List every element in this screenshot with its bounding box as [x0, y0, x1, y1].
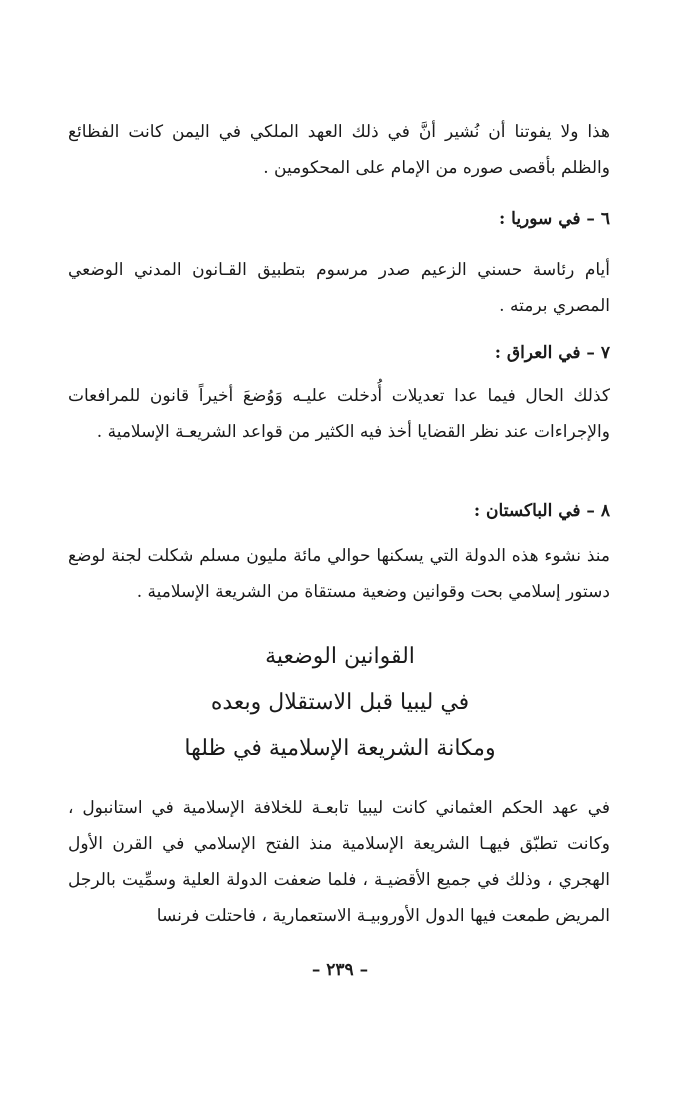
page-number: – ٢٣٩ – — [311, 960, 369, 980]
libya-paragraph: في عهد الحكم العثماني كانت ليبيا تابعـة للخلافة الإسلامية في استانبول ، وكانت تطبّق فيهـا الشريعة الإسلامية منذ الفتح الإسلامي في القرن الأول الهجري ، وذلك في جميع الأقضيـة ، فلما ضعفت الدولة العلية وسمِّيت بالرجل المريض طمعت فيها الدول الأوروبيـة الاستعمارية ، فاحتلت فرنسا — [68, 798, 610, 926]
intro-paragraph: هذا ولا يفوتنا أن نُشير أنَّ في ذلك العهد الملكي في اليمن كانت الفظائع والظلم بأقصى صوره من الإمام على المحكومين . — [68, 122, 610, 178]
section-heading-iraq: ٧ – في العراق : — [494, 343, 610, 363]
section-heading-syria: ٦ – في سوريا : — [498, 209, 610, 229]
syria-paragraph: أيام رئاسة حسني الزعيم صدر مرسوم بتطبيق القـانون المدني الوضعي المصري برمته . — [68, 260, 610, 316]
section-heading-pakistan: ٨ – في الباكستان : — [473, 501, 610, 521]
chapter-title-line-3: ومكانة الشريعة الإسلامية في ظلها — [184, 736, 496, 761]
pakistan-paragraph: منذ نشوء هذه الدولة التي يسكنها حوالي مائة مليون مسلم شكلت لجنة لوضع دستور إسلامي بحت وقوانين وضعية مستقاة من الشريعة الإسلامية . — [68, 546, 610, 602]
chapter-title-line-2: في ليبيا قبل الاستقلال وبعده — [210, 690, 470, 715]
chapter-title-line-1: القوانين الوضعية — [265, 644, 415, 669]
iraq-paragraph: كذلك الحال فيما عدا تعديلات أُدخلت عليـه وَوُضعَ أخيراً قانون للمرافعات والإجراءات عند نظر القضايا أخذ فيه الكثير من قواعد الشريعـة الإسلامية . — [68, 386, 610, 442]
